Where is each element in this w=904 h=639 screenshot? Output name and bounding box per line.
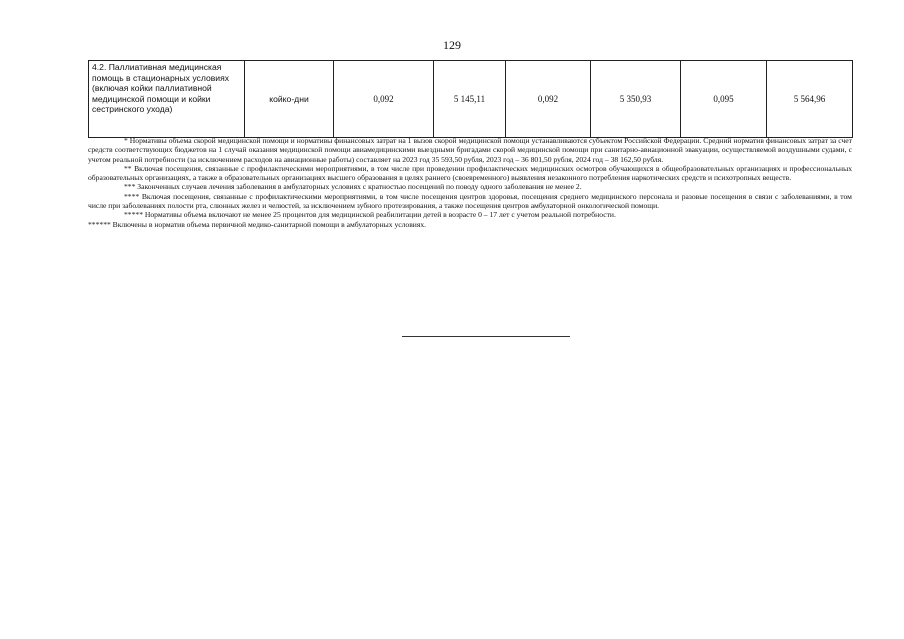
row-value-cell: 0,095 <box>681 61 767 138</box>
row-value-cell: 5 564,96 <box>767 61 853 138</box>
row-value-cell: 5 350,93 <box>591 61 681 138</box>
row-unit-cell: койко-дни <box>245 61 334 138</box>
row-value-cell: 5 145,11 <box>434 61 506 138</box>
footnote-5: ***** Нормативы объема включают не менее 25 процентов для медицинской реабилитации детей в возрасте 0 – 17 лет с учетом реальной потребности. <box>124 210 616 220</box>
footnotes <box>88 136 852 229</box>
footnote-3: *** Законченных случаев лечения заболевания в амбулаторных условиях с кратностью посещений по поводу одного заболевания не менее 2. <box>124 182 582 192</box>
footnote-1: * Нормативы объема скорой медицинской помощи и нормативы финансовых затрат на 1 вызов скорой медицинской помощи устанавливаются субъектом Российской Федерации. Средний норматив финансовых затрат за счет средств соответствующих бюджетов на 1 случай оказания медицинской помощи авиамедицинскими выездными бригадами скорой медицинской помощи при санитарно-авиационной эвакуации, осуществляемой воздушными судами, с учетом реальной потребности (за исключением расходов на авиационные работы) составляет на 2023 год 35 593,50 рубля, 2023 год – 36 801,50 рубля, 2024 год – 38 162,50 рубля. <box>88 136 852 164</box>
table-row <box>89 61 853 138</box>
footnote-6: ****** Включены в норматив объема первичной медико-санитарной помощи в амбулаторных условиях. <box>88 219 427 229</box>
page-number: 129 <box>443 38 461 52</box>
row-value-cell: 0,092 <box>506 61 591 138</box>
row-value-cell: 0,092 <box>334 61 434 138</box>
norms-table <box>88 60 853 138</box>
footnote-4: **** Включая посещения, связанные с профилактическими мероприятиями, в том числе посещения центров здоровья, посещения среднего медицинского персонала и разовые посещения в связи с заболеваниями, в том числе при заболеваниях полости рта, слюнных желез и челюстей, за исключением зубного протезирования, а также посещения центров амбулаторной онкологической помощи. <box>88 191 852 211</box>
footnote-2: ** Включая посещения, связанные с профилактическими мероприятиями, в том числе при проведении профилактических медицинских осмотров обучающихся в общеобразовательных организациях и профессиональных образовательных организациях, а также в образовательных организациях высшего образования в целях раннего (своевременного) выявления незаконного потребления наркотических средств и психотропных веществ. <box>88 163 852 183</box>
end-separator-line <box>402 336 570 337</box>
row-name-cell: 4.2. Паллиативная медицинская помощь в стационарных условиях (включая койки паллиативной медицинской помощи и койки сестринского ухода) <box>89 61 245 138</box>
